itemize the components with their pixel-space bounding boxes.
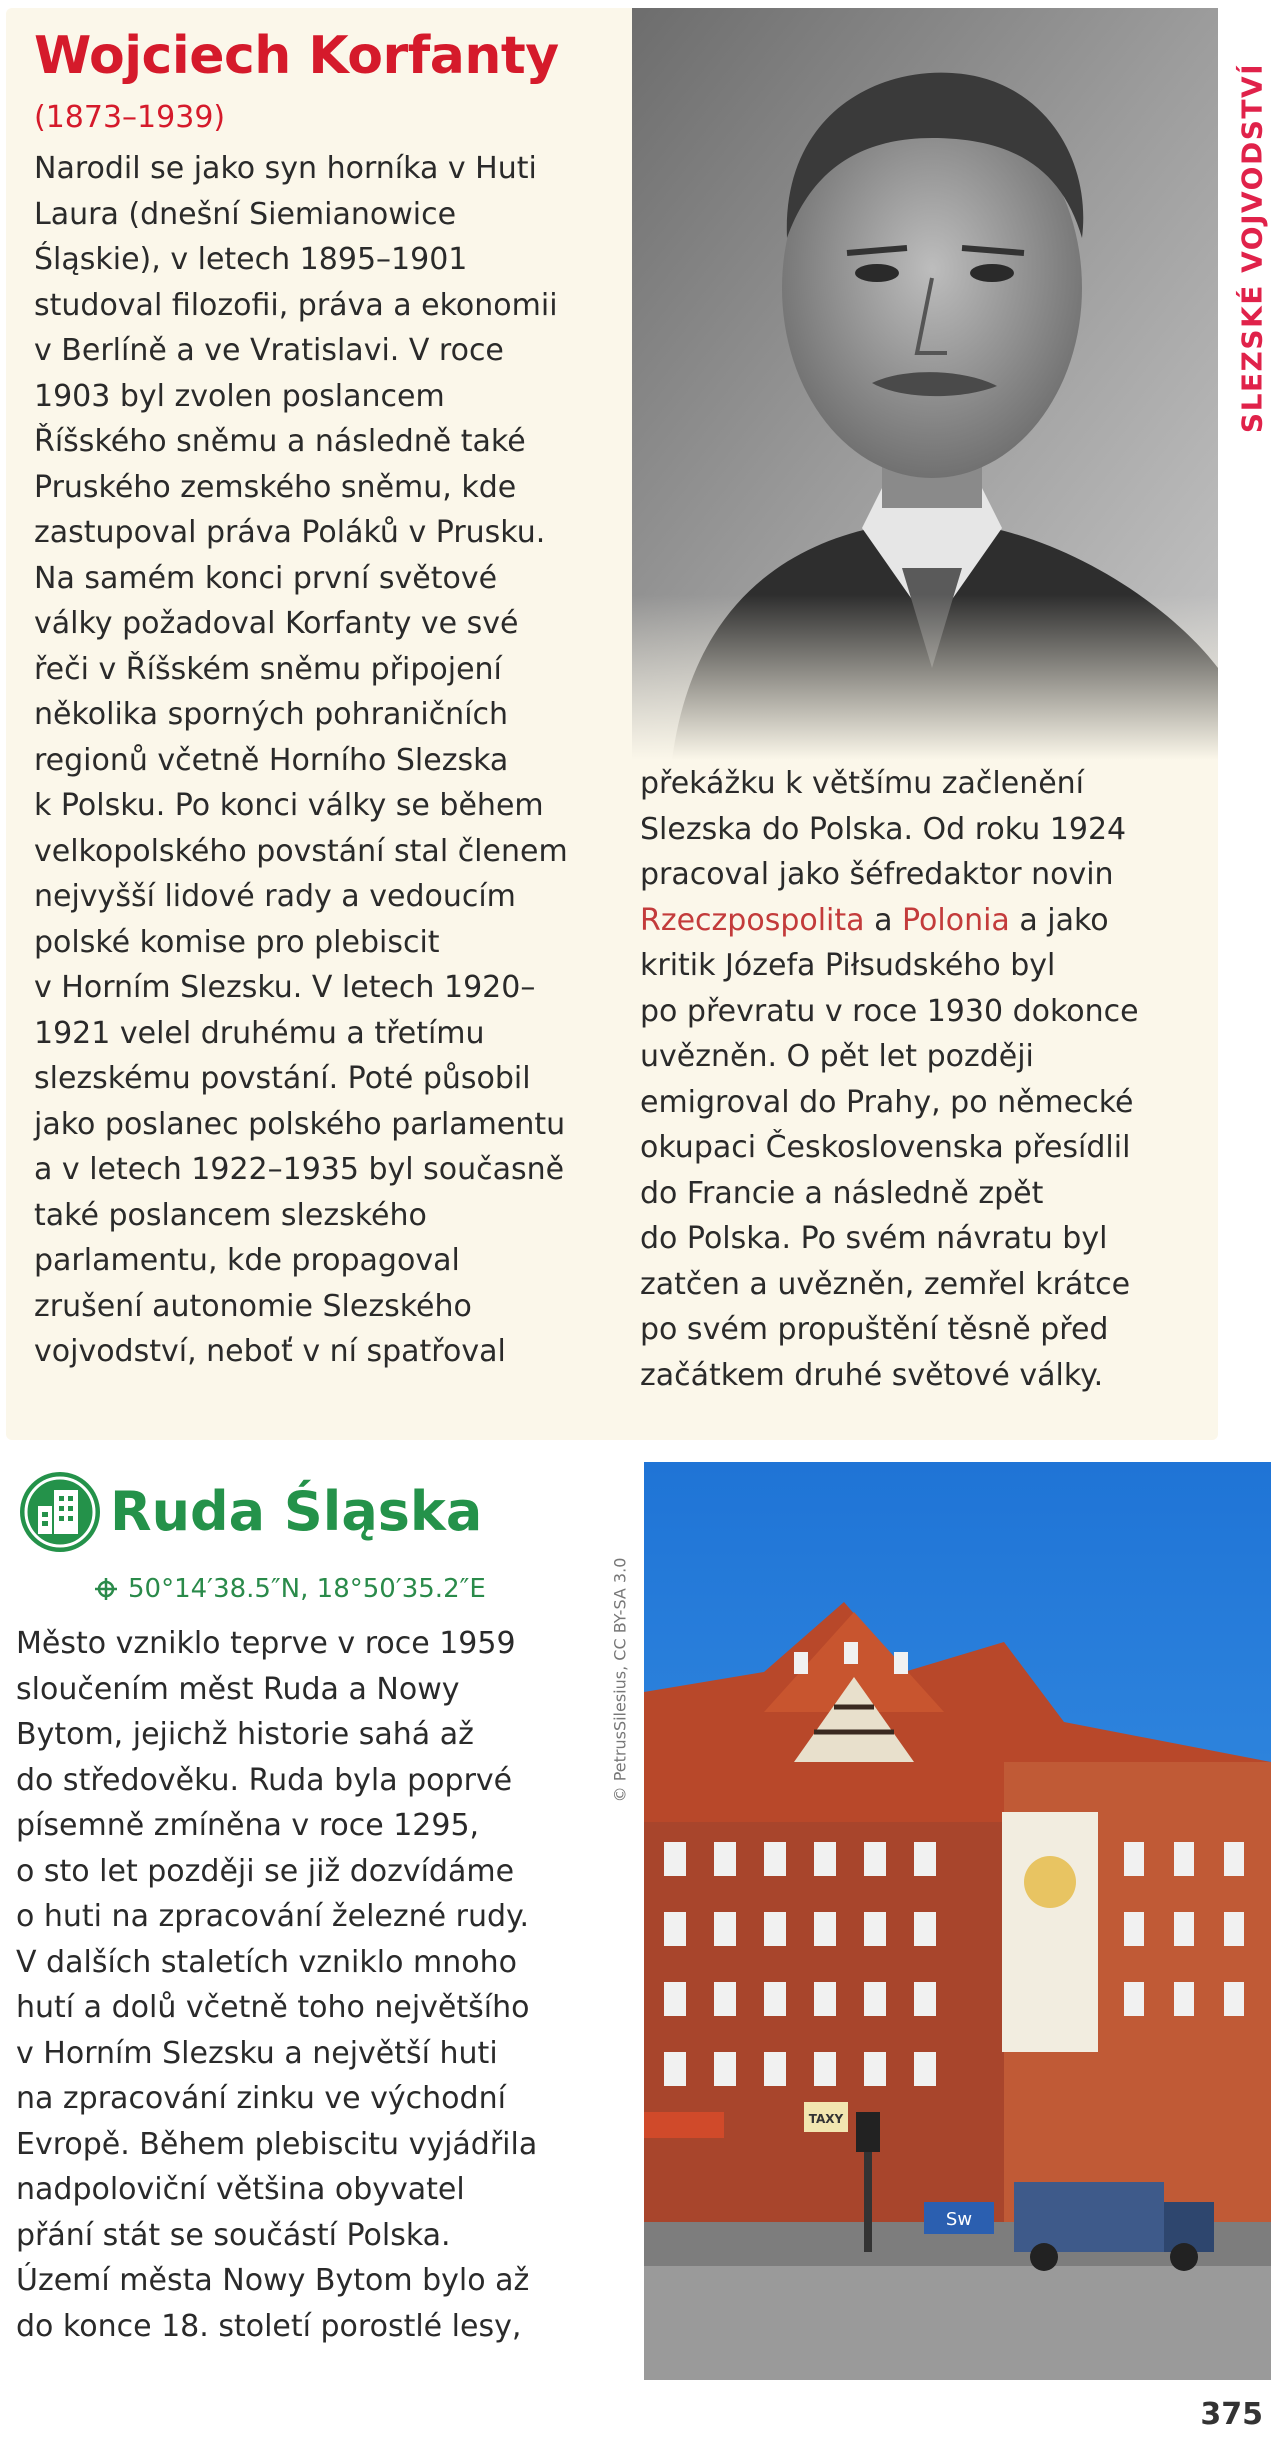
text-line: uvězněn. O pět let později bbox=[640, 1039, 1034, 1074]
text-line: nadpoloviční většina obyvatel bbox=[16, 2172, 465, 2207]
text-line: pracoval jako šéfredaktor novin bbox=[640, 857, 1114, 892]
text-line: o sto let později se již dozvídáme bbox=[16, 1853, 515, 1889]
city-text bbox=[16, 1621, 537, 2349]
text-line: polské komise pro plebiscit bbox=[34, 924, 440, 960]
text-line: sloučením měst Ruda a Nowy bbox=[16, 1671, 460, 1707]
text-line: v Horním Slezsku. V letech 1920– bbox=[34, 970, 536, 1005]
text-line: 1921 velel druhému a třetímu bbox=[34, 1015, 485, 1051]
text-line bbox=[640, 898, 1139, 944]
text-line: Na samém konci první světové bbox=[34, 560, 498, 596]
text-line: do konce 18. století porostlé lesy, bbox=[16, 2308, 522, 2344]
text-line: regionů včetně Horního Slezska bbox=[34, 742, 509, 778]
person-dates: (1873–1939) bbox=[34, 100, 226, 135]
city-building-icon bbox=[18, 1470, 102, 1554]
text-fragment: a bbox=[864, 902, 902, 938]
text-line: řeči v Říšském sněmu připojení bbox=[34, 651, 502, 687]
biography-text-left-bottom bbox=[34, 783, 568, 1375]
person-name-heading: Wojciech Korfanty bbox=[34, 26, 559, 86]
text-line: přání stát se součástí Polska. bbox=[16, 2217, 451, 2253]
section-tab-label: SLEZSKÉ VOJVODSTVÍ bbox=[1235, 62, 1269, 434]
text-line: Říšského sněmu a následně také bbox=[34, 424, 526, 459]
text-line: V dalších staletích vzniklo mnoho bbox=[16, 1944, 517, 1980]
text-line: zrušení autonomie Slezského bbox=[34, 1288, 472, 1324]
text-line: zastupoval práva Poláků v Prusku. bbox=[34, 515, 546, 550]
text-line: k Polsku. Po konci války se během bbox=[34, 788, 544, 823]
text-line: v Horním Slezsku a největší huti bbox=[16, 2035, 498, 2071]
text-line: po svém propuštění těsně před bbox=[640, 1312, 1109, 1347]
text-line: také poslancem slezského bbox=[34, 1197, 427, 1233]
text-line: Město vzniklo teprve v roce 1959 bbox=[16, 1626, 516, 1661]
korfanty-portrait bbox=[632, 8, 1218, 760]
page-number: 375 bbox=[1200, 2397, 1263, 2432]
newspaper-name: Polonia bbox=[902, 902, 1010, 938]
text-line: v Berlíně a ve Vratislavi. V roce bbox=[34, 333, 504, 368]
text-line: slezskému povstání. Poté působil bbox=[34, 1061, 531, 1096]
text-line: Slezska do Polska. Od roku 1924 bbox=[640, 811, 1127, 847]
text-line: začátkem druhé světové války. bbox=[640, 1357, 1104, 1393]
shop-sign-text: TAXY bbox=[808, 2112, 844, 2126]
photo-credit: © PetrusSilesius, CC BY-SA 3.0 bbox=[610, 1557, 630, 1803]
text-line: Śląskie), v letech 1895–1901 bbox=[34, 242, 468, 277]
text-line: několika sporných pohraničních bbox=[34, 697, 509, 732]
ruda-slaska-building-photo bbox=[644, 1462, 1271, 2380]
text-line: války požadoval Korfanty ve své bbox=[34, 606, 519, 641]
text-line: kritik Józefa Piłsudského byl bbox=[640, 948, 1056, 983]
text-fragment: a jako bbox=[1009, 902, 1109, 938]
city-coordinates bbox=[94, 1574, 486, 1604]
text-line: Laura (dnešní Siemianowice bbox=[34, 196, 457, 232]
text-line: hutí a dolů včetně toho největšího bbox=[16, 1990, 530, 2025]
text-line: emigroval do Prahy, po německé bbox=[640, 1084, 1134, 1120]
text-line: parlamentu, kde propagoval bbox=[34, 1243, 460, 1278]
text-line: okupaci Československa přesídlil bbox=[640, 1130, 1131, 1165]
text-line: do Francie a následně zpět bbox=[640, 1175, 1044, 1211]
text-line: velkopolského povstání stal členem bbox=[34, 833, 568, 869]
text-line: jako poslanec polského parlamentu bbox=[34, 1106, 566, 1142]
text-line: Pruského zemského sněmu, kde bbox=[34, 469, 517, 505]
text-line: zatčen a uvězněn, zemřel krátce bbox=[640, 1266, 1131, 1302]
city-name-heading: Ruda Śląska bbox=[110, 1480, 483, 1543]
text-line: po převratu v roce 1930 dokonce bbox=[640, 993, 1139, 1029]
text-line: Narodil se jako syn horníka v Huti bbox=[34, 151, 537, 186]
coordinates-icon bbox=[94, 1577, 118, 1601]
text-line: vojvodství, neboť v ní spatřoval bbox=[34, 1334, 506, 1369]
text-line: Území města Nowy Bytom bylo až bbox=[16, 2263, 530, 2298]
biography-text-right bbox=[640, 761, 1139, 1398]
text-line: do Polska. Po svém návratu byl bbox=[640, 1221, 1108, 1256]
street-sign-text: Sw bbox=[945, 2209, 973, 2230]
text-line: a v letech 1922–1935 byl současně bbox=[34, 1152, 565, 1187]
newspaper-name: Rzeczpospolita bbox=[640, 902, 865, 938]
text-line: překážku k většímu začlenění bbox=[640, 766, 1085, 801]
text-line: o huti na zpracování železné rudy. bbox=[16, 1899, 530, 1934]
text-line: nejvyšší lidové rady a vedoucím bbox=[34, 879, 516, 914]
text-line: na zpracování zinku ve východní bbox=[16, 2081, 506, 2116]
biography-text-left-top bbox=[34, 146, 558, 783]
text-line: studoval filozofii, práva a ekonomii bbox=[34, 287, 558, 323]
coordinates-text: 50°14′38.5″N, 18°50′35.2″E bbox=[128, 1574, 486, 1604]
text-line: 1903 byl zvolen poslancem bbox=[34, 378, 445, 414]
text-line: písemně zmíněna v roce 1295, bbox=[16, 1808, 480, 1843]
text-line: Bytom, jejichž historie sahá až bbox=[16, 1717, 474, 1752]
text-line: do středověku. Ruda byla poprvé bbox=[16, 1762, 513, 1798]
text-line: Evropě. Během plebiscitu vyjádřila bbox=[16, 2126, 538, 2162]
